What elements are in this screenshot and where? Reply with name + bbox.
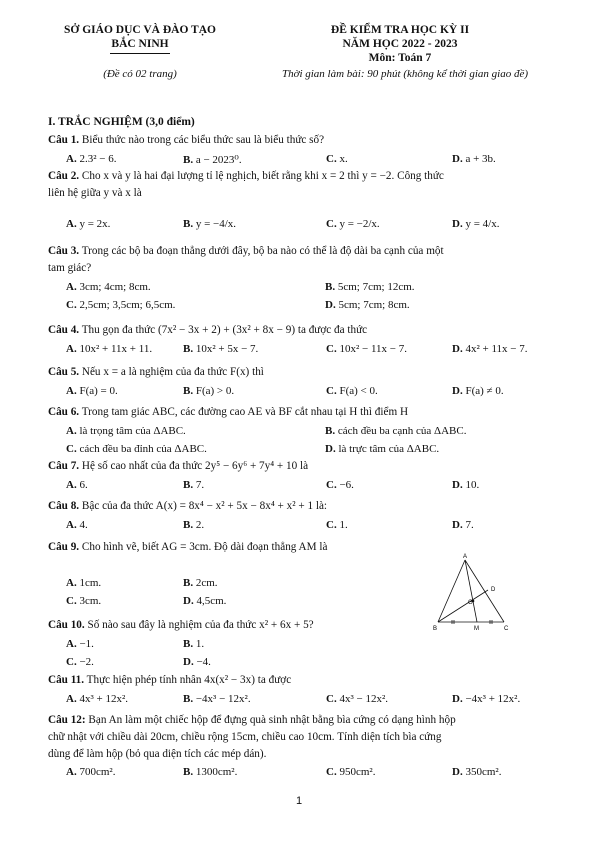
- option-letter: B.: [183, 577, 194, 589]
- option-letter: C.: [326, 693, 337, 705]
- question-label: Câu 4.: [48, 324, 80, 336]
- question-2-text-line: [48, 187, 142, 199]
- question-5-option-A[interactable]: A. F(a) = 0.: [66, 385, 118, 397]
- question-11-option-B[interactable]: B. −4x³ − 12x².: [183, 693, 251, 705]
- option-letter: B.: [183, 766, 194, 778]
- question-8-option-C[interactable]: C. 1.: [326, 519, 348, 531]
- question-text: Bạn An làm một chiếc hộp để đựng quà sinh nhật bằng bìa cứng có dạng hình hộp: [88, 714, 456, 726]
- question-9-text-line: [48, 541, 327, 553]
- question-1-option-A[interactable]: A. 2.3² − 6.: [66, 153, 117, 165]
- question-label: Câu 8.: [48, 500, 80, 512]
- option-letter: C.: [326, 766, 337, 778]
- option-letter: A.: [66, 519, 77, 531]
- option-letter: B.: [183, 218, 194, 230]
- question-5-option-C[interactable]: C. F(a) < 0.: [326, 385, 378, 397]
- option-letter: C.: [326, 385, 337, 397]
- question-text: liên hệ giữa y và x là: [48, 187, 142, 199]
- option-letter: C.: [326, 153, 337, 165]
- option-letter: C.: [326, 479, 337, 491]
- question-1-option-D[interactable]: D. a + 3b.: [452, 153, 496, 165]
- header-page-count: (Đề có 02 trang): [103, 68, 177, 80]
- question-4-text-line: [48, 324, 367, 336]
- question-text: Trong các bộ ba đoạn thẳng dưới đây, bộ ba nào có thể là độ dài ba cạnh của một: [81, 245, 444, 257]
- question-text: tam giác?: [48, 262, 92, 274]
- option-letter: A.: [66, 638, 77, 650]
- question-11-option-D[interactable]: D. −4x³ + 12x².: [452, 693, 521, 705]
- question-text: Bậc của đa thức A(x) = 8x⁴ − x² + 5x − 8x⁴ + x² + 1 là:: [81, 500, 328, 512]
- question-4-option-A[interactable]: A. 10x² + 11x + 11.: [66, 343, 153, 355]
- question-10-text-line: [48, 619, 314, 631]
- question-12-option-B[interactable]: B. 1300cm².: [183, 766, 238, 778]
- option-letter: D.: [452, 153, 463, 165]
- option-letter: D.: [452, 343, 463, 355]
- option-letter: C.: [326, 519, 337, 531]
- fig-label-C: C: [504, 626, 509, 632]
- question-2-option-D[interactable]: D. y = 4/x.: [452, 218, 500, 230]
- question-8-option-A[interactable]: A. 4.: [66, 519, 88, 531]
- option-letter: B.: [183, 693, 194, 705]
- question-label: Câu 10.: [48, 619, 85, 631]
- question-7-option-B[interactable]: B. 7.: [183, 479, 205, 491]
- edge-AB: [438, 560, 465, 622]
- option-letter: D.: [452, 218, 463, 230]
- option-letter: B.: [325, 281, 336, 293]
- option-letter: A.: [66, 385, 77, 397]
- option-letter: B.: [183, 638, 194, 650]
- question-label: Câu 11.: [48, 674, 85, 686]
- exam-title: ĐỀ KIỂM TRA HỌC KỲ II: [330, 24, 470, 36]
- option-letter: D.: [183, 595, 194, 607]
- question-9-option-C[interactable]: C. 3cm.: [66, 595, 102, 607]
- option-letter: B.: [183, 519, 194, 531]
- option-letter: A.: [66, 479, 77, 491]
- question-text: Hệ số cao nhất của đa thức 2y⁵ − 6y⁶ + 7y⁴ + 10 là: [81, 460, 309, 472]
- question-9-option-A[interactable]: A. 1cm.: [66, 577, 102, 589]
- question-12-option-C[interactable]: C. 950cm².: [326, 766, 376, 778]
- option-letter: D.: [452, 766, 463, 778]
- question-10-option-D[interactable]: D. −4.: [183, 656, 211, 668]
- question-text: Trong tam giác ABC, các đường cao AE và BF cắt nhau tại H thì điểm H: [81, 406, 409, 418]
- question-text: Thu gọn đa thức (7x² − 3x + 2) + (3x² + 8x − 9) ta được đa thức: [81, 324, 368, 336]
- time-allowed: Thời gian làm bài: 90 phút (không kể thời gian giao đề): [281, 68, 529, 80]
- option-letter: D.: [183, 656, 194, 668]
- fig-label-G: G: [468, 600, 473, 606]
- question-label: Câu 1.: [48, 134, 80, 146]
- question-text: Biểu thức nào trong các biểu thức sau là biểu thức số?: [81, 134, 325, 146]
- question-8-option-B[interactable]: B. 2.: [183, 519, 205, 531]
- question-6-option-D[interactable]: D. là trực tâm của ΔABC.: [325, 443, 440, 455]
- question-8-text-line: [48, 500, 327, 512]
- option-letter: A.: [66, 577, 77, 589]
- option-letter: C.: [66, 443, 77, 455]
- question-12-option-A[interactable]: A. 700cm².: [66, 766, 116, 778]
- question-10-option-C[interactable]: C. −2.: [66, 656, 94, 668]
- question-6-option-A[interactable]: A. là trọng tâm của ΔABC.: [66, 425, 186, 437]
- question-2-option-C[interactable]: C. y = −2/x.: [326, 218, 380, 230]
- subject: Môn: Toán 7: [368, 52, 432, 64]
- question-7-text-line: [48, 460, 308, 472]
- question-3-text-line: [48, 262, 91, 274]
- fig-label-D: D: [491, 587, 496, 593]
- option-letter: A.: [66, 693, 77, 705]
- option-letter: B.: [183, 479, 194, 491]
- page-number: 1: [296, 795, 303, 807]
- option-letter: A.: [66, 343, 77, 355]
- question-text: Thực hiện phép tính nhân 4x(x² − 3x) ta được: [86, 674, 292, 686]
- question-11-option-C[interactable]: C. 4x³ − 12x².: [326, 693, 389, 705]
- option-letter: B.: [325, 425, 336, 437]
- option-letter: B.: [183, 154, 194, 166]
- question-1-text-line: [48, 134, 324, 146]
- question-3-option-C[interactable]: C. 2,5cm; 3,5cm; 6,5cm.: [66, 299, 176, 311]
- question-11-text-line: [48, 674, 291, 686]
- question-2-text-line: [48, 170, 444, 182]
- question-7-option-D[interactable]: D. 10.: [452, 479, 480, 491]
- fig-label-M: M: [474, 626, 479, 632]
- question-text: Nếu x = a là nghiệm của đa thức F(x) thì: [81, 366, 264, 378]
- question-text: dùng để làm hộp (bỏ qua diện tích các mép dán).: [48, 748, 267, 760]
- section-title: I. TRẮC NGHIỆM (3,0 điểm): [48, 116, 195, 128]
- question-3-option-D[interactable]: D. 5cm; 7cm; 8cm.: [325, 299, 410, 311]
- option-letter: D.: [452, 479, 463, 491]
- option-letter: A.: [66, 153, 77, 165]
- option-letter: D.: [452, 693, 463, 705]
- fig-label-A: A: [463, 554, 468, 560]
- school-year: NĂM HỌC 2022 - 2023: [342, 38, 458, 50]
- question-text: Số nào sau đây là nghiệm của đa thức x² + 6x + 5?: [87, 619, 314, 631]
- option-letter: A.: [66, 425, 77, 437]
- question-12-text-line: [48, 748, 266, 760]
- question-label: Câu 3.: [48, 245, 80, 257]
- option-letter: C.: [66, 299, 77, 311]
- question-1-option-B[interactable]: B. a − 2023⁰.: [183, 154, 242, 166]
- question-label: Câu 7.: [48, 460, 80, 472]
- option-letter: D.: [452, 519, 463, 531]
- question-4-option-D[interactable]: D. 4x² + 11x − 7.: [452, 343, 528, 355]
- question-text: Cho hình vẽ, biết AG = 3cm. Độ dài đoạn thẳng AM là: [81, 541, 328, 553]
- header-department: SỞ GIÁO DỤC VÀ ĐÀO TẠO: [64, 24, 216, 36]
- header-left-underline: [110, 53, 170, 54]
- option-letter: A.: [66, 281, 77, 293]
- fig-label-B: B: [433, 626, 438, 632]
- question-6-option-B[interactable]: B. cách đều ba cạnh của ΔABC.: [325, 425, 467, 437]
- question-1-option-C[interactable]: C. x.: [326, 153, 348, 165]
- question-9-option-B[interactable]: B. 2cm.: [183, 577, 218, 589]
- question-label: Câu 9.: [48, 541, 80, 553]
- question-label: Câu 6.: [48, 406, 80, 418]
- question-2-option-A[interactable]: A. y = 2x.: [66, 218, 111, 230]
- question-11-option-A[interactable]: A. 4x³ + 12x².: [66, 693, 129, 705]
- question-9-option-D[interactable]: D. 4,5cm.: [183, 595, 227, 607]
- question-4-option-B[interactable]: B. 10x² + 5x − 7.: [183, 343, 259, 355]
- option-letter: A.: [66, 218, 77, 230]
- header-province: BẮC NINH: [111, 38, 169, 50]
- question-3-option-A[interactable]: A. 3cm; 4cm; 8cm.: [66, 281, 151, 293]
- question-12-text-line: [48, 731, 441, 743]
- question-5-option-B[interactable]: B. F(a) > 0.: [183, 385, 235, 397]
- question-text: Cho x và y là hai đại lượng tỉ lệ nghịch, biết rằng khi x = 2 thì y = −2. Công thức: [81, 170, 444, 182]
- option-letter: B.: [183, 385, 194, 397]
- question-label: Câu 12:: [48, 714, 86, 726]
- option-letter: C.: [326, 343, 337, 355]
- option-letter: B.: [183, 343, 194, 355]
- question-7-option-C[interactable]: C. −6.: [326, 479, 354, 491]
- question-label: Câu 5.: [48, 366, 80, 378]
- question-6-option-C[interactable]: C. cách đều ba đỉnh của ΔABC.: [66, 443, 207, 455]
- question-10-option-B[interactable]: B. 1.: [183, 638, 205, 650]
- option-letter: C.: [326, 218, 337, 230]
- question-3-option-B[interactable]: B. 5cm; 7cm; 12cm.: [325, 281, 415, 293]
- question-12-option-D[interactable]: D. 350cm².: [452, 766, 502, 778]
- median-BD: [438, 590, 488, 622]
- question-12-text-line: [48, 714, 456, 726]
- option-letter: D.: [452, 385, 463, 397]
- option-letter: C.: [66, 595, 77, 607]
- option-letter: C.: [66, 656, 77, 668]
- question-label: Câu 2.: [48, 170, 80, 182]
- question-3-text-line: [48, 245, 444, 257]
- question-10-option-A[interactable]: A. −1.: [66, 638, 94, 650]
- question-2-option-B[interactable]: B. y = −4/x.: [183, 218, 237, 230]
- question-8-option-D[interactable]: D. 7.: [452, 519, 474, 531]
- option-letter: D.: [325, 299, 336, 311]
- question-4-option-C[interactable]: C. 10x² − 11x − 7.: [326, 343, 407, 355]
- question-5-text-line: [48, 366, 264, 378]
- option-letter: D.: [325, 443, 336, 455]
- question-7-option-A[interactable]: A. 6.: [66, 479, 88, 491]
- triangle-figure: [430, 550, 510, 635]
- option-letter: A.: [66, 766, 77, 778]
- question-text: chữ nhật với chiều dài 20cm, chiều rộng 15cm, chiều cao 10cm. Tính diện tích bìa cứng: [48, 731, 442, 743]
- question-6-text-line: [48, 406, 408, 418]
- question-5-option-D[interactable]: D. F(a) ≠ 0.: [452, 385, 504, 397]
